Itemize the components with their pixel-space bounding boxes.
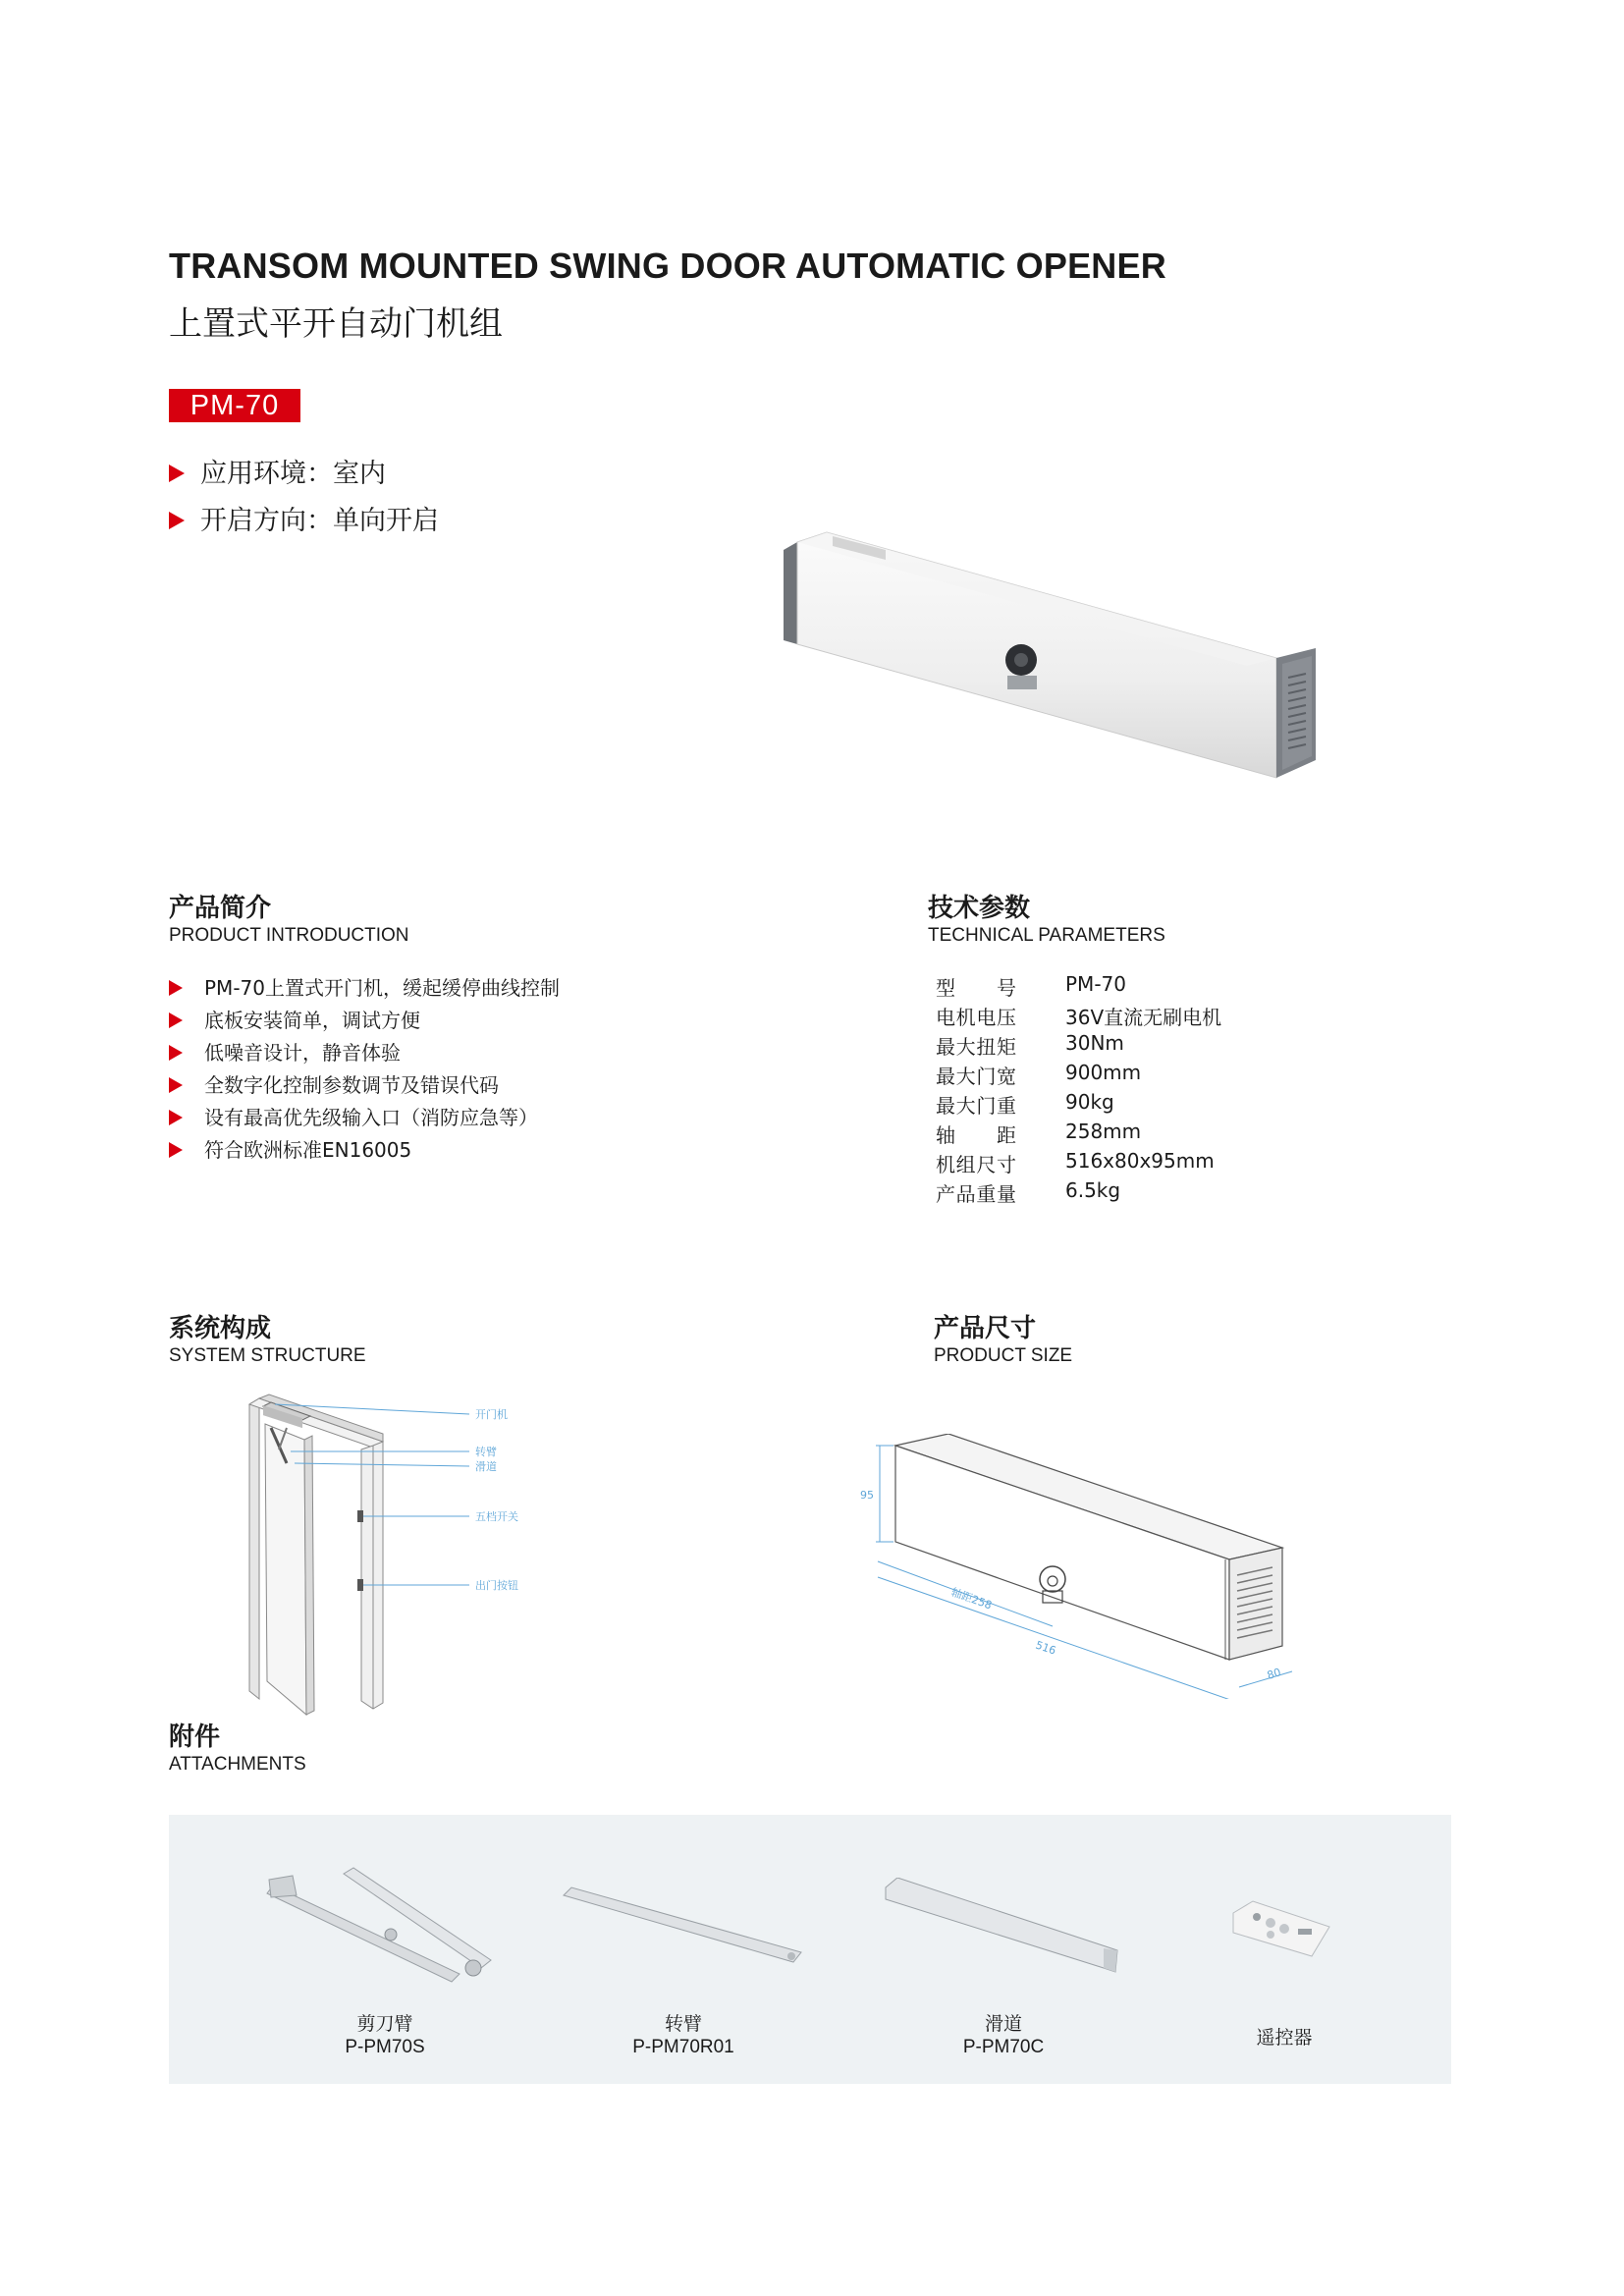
dim-height: 95 bbox=[860, 1489, 874, 1502]
feature-environment: 应用环境：室内 bbox=[169, 452, 386, 490]
label-arm: 转臂 bbox=[475, 1446, 497, 1458]
param-label: 机组尺寸 bbox=[936, 1153, 1016, 1176]
page-title-cn: 上置式平开自动门机组 bbox=[169, 304, 503, 344]
product-size-drawing bbox=[856, 1434, 1327, 1699]
intro-item: 底板安装简单，调试方便 bbox=[169, 1005, 420, 1033]
param-value: 258mm bbox=[1065, 1120, 1142, 1143]
param-label: 产品重量 bbox=[936, 1182, 1016, 1206]
param-label: 最大门重 bbox=[936, 1094, 1016, 1118]
feature-direction: 开启方向：单向开启 bbox=[169, 499, 439, 537]
size-title-cn: 产品尺寸 bbox=[934, 1314, 1037, 1343]
param-label: 型号 bbox=[936, 976, 1016, 1000]
label-track: 滑道 bbox=[475, 1460, 497, 1473]
params-title-cn: 技术参数 bbox=[928, 894, 1031, 923]
bullet-triangle-icon bbox=[169, 1110, 183, 1125]
intro-title-cn: 产品简介 bbox=[169, 894, 272, 923]
attachment-name: 遥控器 bbox=[1256, 2027, 1313, 2049]
intro-item: 符合欧洲标准EN16005 bbox=[169, 1134, 411, 1163]
bullet-triangle-icon bbox=[169, 512, 185, 529]
intro-item: PM-70上置式开门机，缓起缓停曲线控制 bbox=[169, 972, 560, 1001]
bullet-triangle-icon bbox=[169, 980, 183, 996]
track-image bbox=[882, 1878, 1127, 1976]
system-structure-diagram bbox=[236, 1385, 560, 1719]
attachments-title-cn: 附件 bbox=[169, 1722, 221, 1752]
label-operator: 开门机 bbox=[475, 1408, 508, 1421]
dim-axis: 轴距258 bbox=[948, 1585, 994, 1613]
param-value: 30Nm bbox=[1065, 1031, 1124, 1055]
bullet-triangle-icon bbox=[169, 1142, 183, 1158]
intro-item: 全数字化控制参数调节及错误代码 bbox=[169, 1069, 499, 1098]
dim-length: 516 bbox=[1034, 1638, 1058, 1658]
params-title-en: TECHNICAL PARAMETERS bbox=[928, 925, 1165, 946]
attachment-name: 转臂 bbox=[664, 2013, 702, 2035]
attachment-name: 剪刀臂 bbox=[356, 2013, 413, 2035]
bullet-triangle-icon bbox=[169, 1077, 183, 1093]
model-badge: PM-70 bbox=[169, 389, 300, 422]
intro-item: 设有最高优先级输入口（消防应急等） bbox=[169, 1102, 538, 1130]
param-value: 6.5kg bbox=[1065, 1178, 1121, 1202]
rotary-arm-image bbox=[562, 1884, 807, 1972]
attachment-code: P-PM70C bbox=[962, 2037, 1045, 2057]
dim-depth: 80 bbox=[1265, 1666, 1283, 1682]
intro-title-en: PRODUCT INTRODUCTION bbox=[169, 925, 409, 946]
label-mode-switch: 五档开关 bbox=[475, 1510, 518, 1523]
bullet-triangle-icon bbox=[169, 1012, 183, 1028]
page-title-en: TRANSOM MOUNTED SWING DOOR AUTOMATIC OPENER bbox=[169, 246, 1166, 286]
param-value: 90kg bbox=[1065, 1090, 1114, 1114]
bullet-triangle-icon bbox=[169, 1045, 183, 1061]
param-label: 轴距 bbox=[936, 1123, 1016, 1147]
remote-image bbox=[1227, 1899, 1335, 1968]
product-image bbox=[776, 520, 1326, 786]
param-value: 36V直流无刷电机 bbox=[1065, 1006, 1222, 1029]
param-value: 900mm bbox=[1065, 1061, 1142, 1084]
attachment-name: 滑道 bbox=[984, 2013, 1022, 2035]
attachment-code: P-PM70S bbox=[345, 2037, 425, 2057]
attachments-title-en: ATTACHMENTS bbox=[169, 1754, 306, 1775]
structure-title-en: SYSTEM STRUCTURE bbox=[169, 1345, 366, 1366]
scissor-arm-image bbox=[263, 1866, 509, 1984]
attachment-code: P-PM70R01 bbox=[632, 2037, 734, 2057]
param-label: 最大扭矩 bbox=[936, 1035, 1016, 1059]
size-title-en: PRODUCT SIZE bbox=[934, 1345, 1073, 1366]
bullet-triangle-icon bbox=[169, 465, 185, 482]
label-exit-button: 出门按钮 bbox=[475, 1579, 518, 1592]
param-label: 电机电压 bbox=[936, 1006, 1016, 1029]
param-label: 最大门宽 bbox=[936, 1065, 1016, 1088]
structure-title-cn: 系统构成 bbox=[169, 1314, 272, 1343]
param-value: 516x80x95mm bbox=[1065, 1149, 1215, 1173]
param-value: PM-70 bbox=[1065, 972, 1126, 996]
intro-item: 低噪音设计，静音体验 bbox=[169, 1037, 401, 1066]
